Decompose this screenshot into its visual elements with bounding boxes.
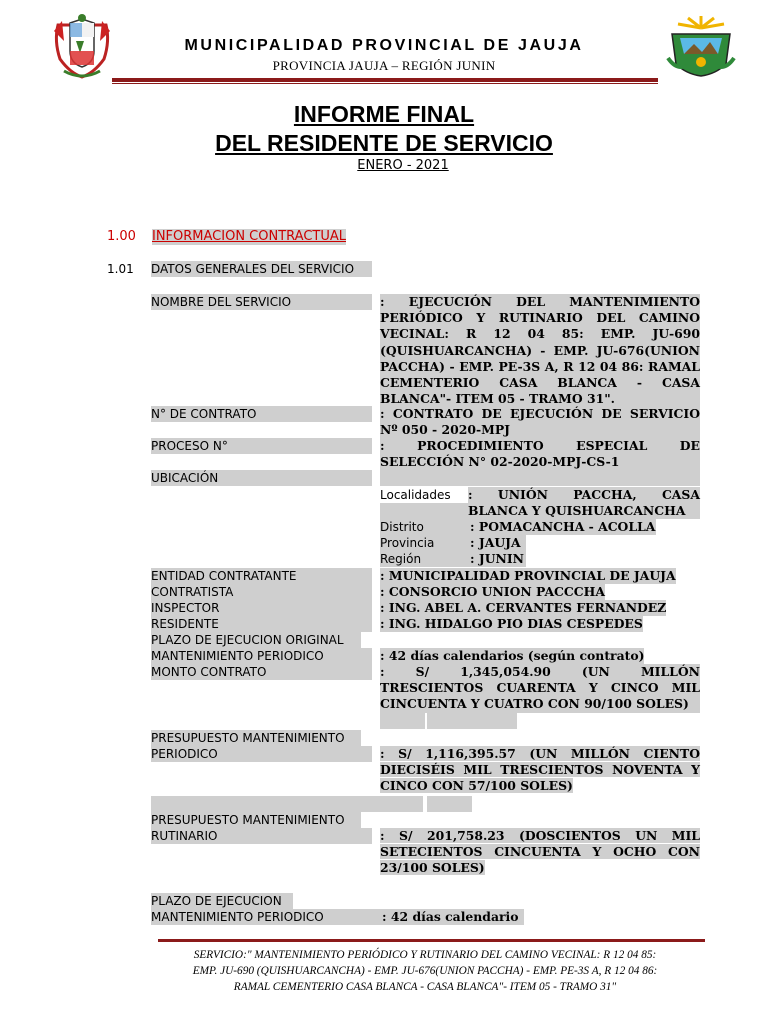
value-province: : JAUJA [470,535,526,551]
province-subtitle: PROVINCIA JAUJA – REGIÓN JUNIN [272,58,496,73]
label-routine-budget-2: RUTINARIO [151,828,372,844]
value-term-periodic-maintenance: : 42 días calendario [382,909,524,925]
value-periodic-budget-text: : S/ 1,116,395.57 (UN MILLÓN CIENTO DIECISÉIS MIL TRESCIENTOS NOVENTA Y CINCO CON 57/100 SOLES) [380,746,700,794]
value-periodic-budget [380,746,700,795]
label-periodic-maintenance: MANTENIMIENTO PERIODICO [151,648,372,664]
value-periodic-maintenance: : 42 días calendarios (según contrato) [380,648,645,663]
shade-block [380,470,700,486]
footer-line-2: EMP. JU-690 (QUISHUARCANCHA) - EMP. JU-676(UNION PACCHA) - EMP. PE-3S A, R 12 04 86: [192,965,658,977]
header-divider [112,78,658,82]
value-routine-budget-text: : S/ 201,758.23 (DOSCIENTOS UN MIL SETECIENTOS CINCUENTA Y OCHO CON 23/100 SOLES) [380,828,700,876]
label-localities: Localidades [380,488,451,502]
report-title-line1: INFORME FINAL [293,101,475,127]
value-process-number: : PROCEDIMIENTO ESPECIAL DE SELECCIÓN N° 02-2020-MPJ-CS-1 [380,438,700,470]
value-routine-budget [380,828,700,877]
value-region: : JUNIN [470,551,525,566]
section-number: 1.00 [107,229,136,244]
label-term-periodic-maintenance: MANTENIMIENTO PERIODICO [151,909,382,925]
label-contracting-entity: ENTIDAD CONTRATANTE [151,568,372,584]
value-service-name: : EJECUCIÓN DEL MANTENIMIENTO PERIÓDICO Y RUTINARIO DEL CAMINO VECINAL: R 12 04 85: EMP. JU-690 (QUISHUARCANCHA) - EMP. JU-676(UNION PACCHA) - EMP. PE-3S A, R 12 04 86: RAMAL CEMENTERIO CASA BLANCA - CASA BLANCA"- ITEM 05 - TRAMO 31". [380,294,700,407]
label-original-term: PLAZO DE EJECUCION ORIGINAL [151,632,361,648]
footer-line-3: RAMAL CEMENTERIO CASA BLANCA - CASA BLANCA"- ITEM 05 - TRAMO 31" [233,981,617,993]
label-location: UBICACIÓN [151,470,372,486]
shade-block [380,713,425,729]
label-contract-number: N° DE CONTRATO [151,406,372,422]
jauja-coat-of-arms-logo [666,14,736,80]
report-title-line2: DEL RESIDENTE DE SERVICIO [215,130,553,156]
value-contract-number: : CONTRATO DE EJECUCIÓN DE SERVICIO Nº 050 - 2020-MPJ [380,406,700,438]
value-contracting-entity: : MUNICIPALIDAD PROVINCIAL DE JAUJA [380,568,676,583]
footer-divider [158,939,705,942]
shade-block [427,713,517,729]
label-routine-budget-1: PRESUPUESTO MANTENIMIENTO [151,812,361,828]
shade-block [427,796,472,812]
footer-line-1: SERVICIO:" MANTENIMIENTO PERIÓDICO Y RUTINARIO DEL CAMINO VECINAL: R 12 04 85: [193,949,657,961]
value-district: : POMACANCHA - ACOLLA [470,519,656,534]
label-process-number: PROCESO N° [151,438,372,454]
value-inspector: : ING. ABEL A. CERVANTES FERNANDEZ [380,600,667,615]
header-divider-thin [112,83,658,84]
label-contract-amount: MONTO CONTRATO [151,664,372,680]
label-execution-term: PLAZO DE EJECUCION [151,893,293,909]
shade-block [151,796,423,812]
label-region: Región [380,551,470,567]
value-localities: : UNIÓN PACCHA, CASA BLANCA Y QUISHUARCANCHA [468,487,700,519]
municipality-title: MUNICIPALIDAD PROVINCIAL DE JAUJA [184,37,584,54]
shade-block [380,503,468,519]
value-contract-amount: : S/ 1,345,054.90 (UN MILLÓN TRESCIENTOS CUARENTA Y CINCO MIL CINCUENTA Y CUATRO CON 90/100 SOLES) [380,664,700,712]
peru-coat-of-arms-logo [50,11,114,81]
report-date: ENERO - 2021 [357,158,449,173]
footer-service-description [130,947,720,995]
value-contractor: : CONSORCIO UNION PACCCHA [380,584,605,599]
section-title: INFORMACION CONTRACTUAL [152,229,346,244]
value-resident: : ING. HIDALGO PIO DIAS CESPEDES [380,616,643,631]
label-periodic-budget-1: PRESUPUESTO MANTENIMIENTO [151,730,361,746]
label-province: Provincia [380,535,470,551]
label-district: Distrito [380,519,470,535]
label-resident: RESIDENTE [151,616,372,632]
label-contractor: CONTRATISTA [151,584,372,600]
label-periodic-budget-2: PERIODICO [151,746,372,762]
label-service-name: NOMBRE DEL SERVICIO [151,294,372,310]
subsection-title: DATOS GENERALES DEL SERVICIO [151,261,372,277]
label-inspector: INSPECTOR [151,600,372,616]
subsection-number: 1.01 [107,262,134,276]
